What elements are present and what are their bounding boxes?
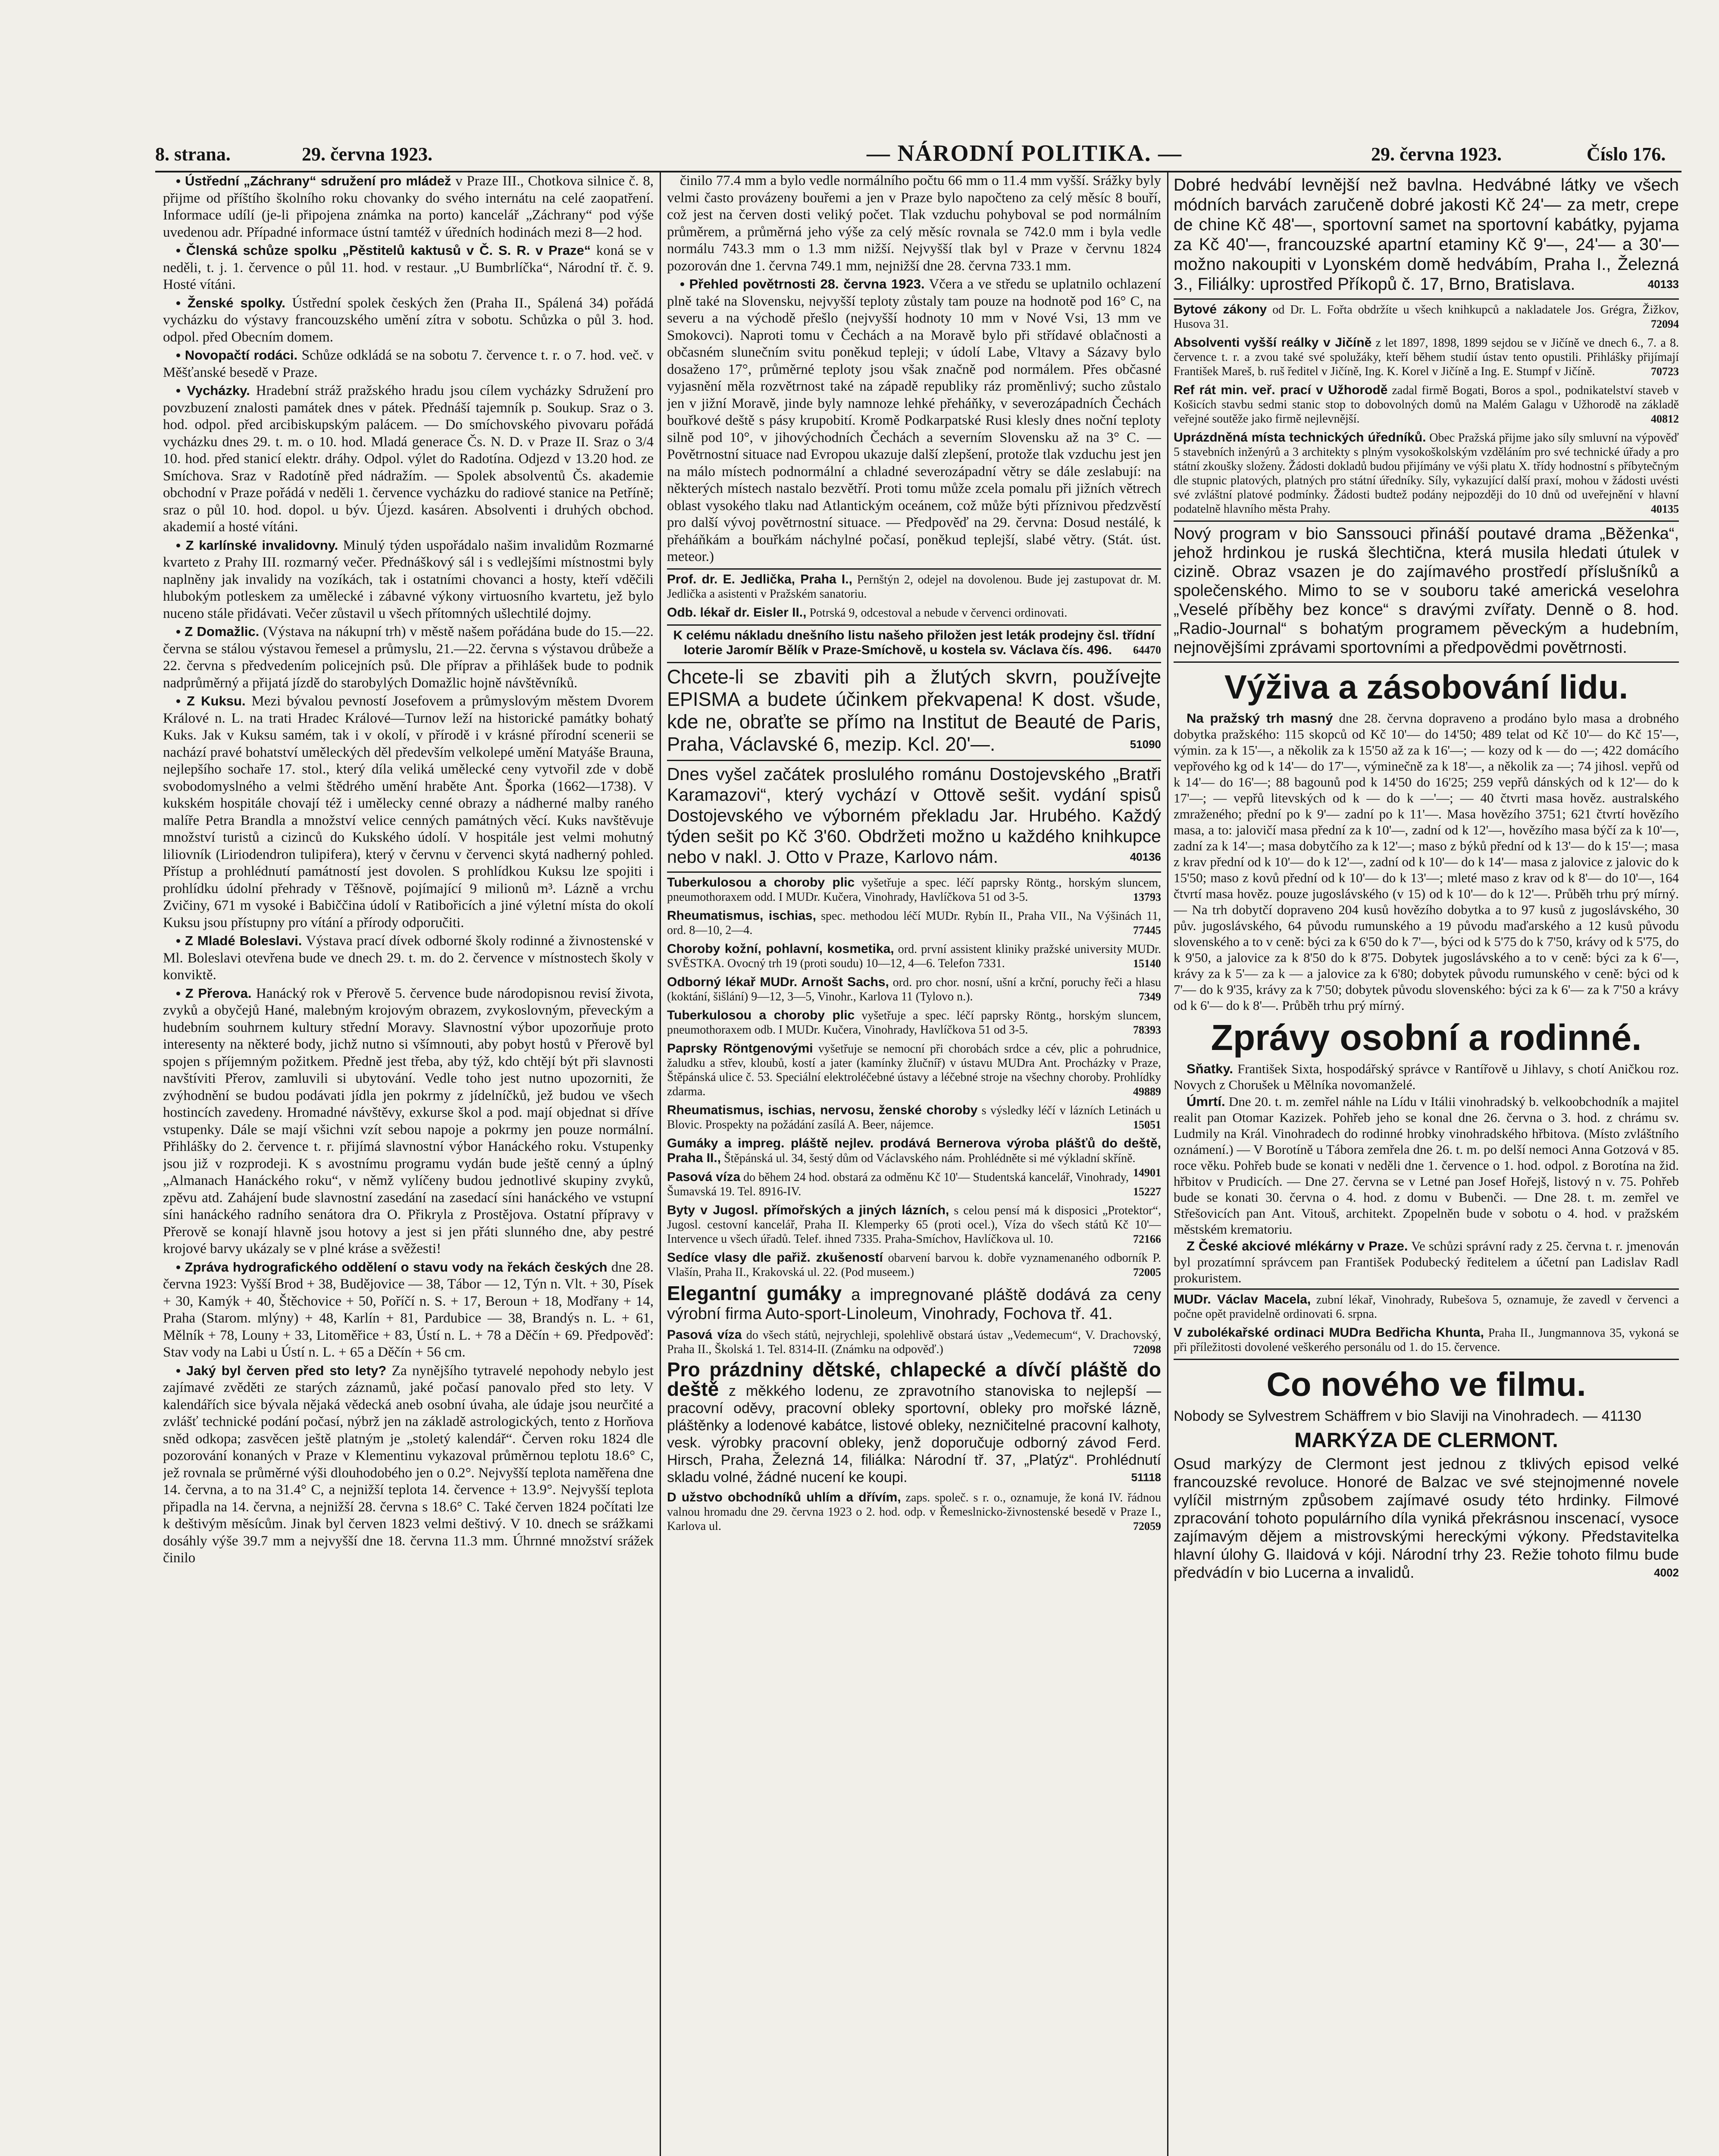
col2-intro: činilo 77.4 mm a bylo vedle normálního počtu 66 mm o 11.4 mm vyšší. Srážky byly velmi často provázeny bouřemi a jen v Praze bylo napočteno za celý měsíc 8 bouří, což jest na červen dosti veliký počet. Tlak vzduchu pohyboval se pod normálním průměrem, a průměrná jeho výše za celý měsíc rovnala se 742.0 mm i byla vedle normálu 743.3 mm o 1.3 mm nižší. Nejvyšší tlak byl v Praze v červnu 1824 pozorován dne 1. června 749.1 mm, nejnižší dne 28. června 733.1 mm.	[667, 173, 1161, 274]
ad: V zubolékařské ordinaci MUDra Bedřicha Khunta, Praha II., Jungmannova 35, vykoná se při příležitosti dovolené veškerého personálu od 1. do 15. července.	[1174, 1326, 1679, 1354]
newspaper-title: — NÁRODNÍ POLITIKA. —	[867, 140, 1183, 166]
header-date-right: 29. června 1923.	[1371, 144, 1502, 165]
ad: Elegantní gumáky a impregnované pláště dodává za ceny výrobní firma Auto-sport-Linoleum, Vinohrady, Fochova tř. 41.	[667, 1282, 1161, 1323]
film-notice: Nobody se Sylvestrem Schäffrem v bio Slaviji na Vinohradech. — 41130	[1174, 1408, 1641, 1424]
section-heading-personal: Zprávy osobní a rodinné.	[1211, 1017, 1642, 1058]
ad: Odb. lékař dr. Eisler II., Potrská 9, odcestoval a nebude v červenci ordinovati.	[667, 605, 1068, 620]
ad: Rheumatismus, ischias, spec. methodou léčí MUDr. Rybín II., Praha VII., Na Výšinách 11, ord. 8—10, 2—4. 77445	[667, 908, 1161, 937]
ad: Pasová víza do během 24 hod. obstará za odměnu Kč 10'— Studentská kancelář, Vinohrady, Šumavská 19. Tel. 8916-IV. 15227	[667, 1169, 1161, 1198]
ad-sanssouci: Nový program v bio Sanssouci přináší poutavé drama „Běženka“, jehož hrdinkou je ruská šlechtična, která musila hledati útulek v cizině. Obraz vsazen je do zajímavého prostředí příslušníků a společenského. Mimo to se v souboru také americká veselohra „Veselé příběhy bez konce“ s dravými zvířaty. Denně o 8. hod. „Radio-Journal“ s bohatým programem pěveckým a hudebním, nejnovějšími zprávami sportovními a předpovědmi povětrnosti.	[1174, 525, 1679, 657]
ad: Rheumatismus, ischias, nervosu, ženské choroby s výsledky léčí v lázních Letinách u Blovic. Prospekty na požádání zasílá A. Beer, nájemce. 15051	[667, 1103, 1161, 1131]
col1-item: • Zpráva hydrografického oddělení o stavu vody na řekách českých dne 28. června 1923: Vyšší Brod + 38, Budějovice — 38, Tábor — 12, Týn n. Vlt. + 30, Písek + 30, Kamýk + 40, Štěchovice + 50, Poříčí n. S. + 17, Beroun + 18, Modřany + 14, Praha (Starom. mlýny) + 48, Karlín + 81, Pardubice — 38, Brandýs n. L. + 61, Mělník + 78, Louny + 33, Litoměřice + 83, Ústí n. L. + 78 a Děčín + 69. Předpověď: Stav vody na Labi u Ústí n. L. + 65 a Děčín + 56 cm.	[163, 1259, 654, 1360]
ad: K celému nákladu dnešního listu našeho přiložen jest leták prodejny čsl. třídní loterie Jaromír Bělík v Praze-Smíchově, u kostela sv. Václava čís. 496. 64470	[673, 628, 1161, 657]
ad: Gumáky a impreg. pláště nejlev. prodává Bernerova výroba plášťů do deště, Praha II., Štěpánská ul. 34, šestý dům od Václavského nám. Prohlédněte si mé výkladní skříně. 14901	[667, 1136, 1161, 1179]
issue-number: Číslo 176.	[1587, 144, 1666, 165]
film-review: Osud markýzy de Clermont jest jednou z tklivých episod velké francouzské revoluce. Honoré de Balzac ve své stejnojmenné novele vylíčil mistrným způsobem zajímavé osudy této hrdinky. Filmové zpracování tohoto populárního díla vyniká překrásnou inscenací, vysoce zajímavým dějem a mistrovskými hereckými výkony. Představitelka hlavní úlohy G. Ilaidová v kóji. Národní trhy 23. Režie tohoto filmu bude předvádín v bio Lucerna a invalidů. 4002	[1174, 1455, 1679, 1581]
ad: Bytové zákony od Dr. L. Fořta obdržíte u všech knihkupců a nakladatele Jos. Grégra, Žižkov, Husova 31. 72094	[1174, 302, 1679, 331]
divider	[667, 760, 1161, 761]
col1-item: • Z Domažlic. (Výstava na nákupní trh) v městě našem pořádána bude do 15.—22. června se stálou výstavou řemesel a průmyslu, 21.—22. června s výstavou drůbeže a 22. června s předvedením policejních psů. Dle příprav a přihlášek bude to podnik nadprůměrný a přijatá jízdě do starobylých Domažlic hojně návštěvníků.	[163, 624, 654, 691]
ad-silk: Dobré hedvábí levnější než bavlna. Hedvábné látky ve všech módních barvách zaručeně dobré jakosti Kč 24'— za metr, crepe de chine Kč 48'—, sportovní samet na sportovní kabátky, pyjama za Kč 40'—, francouzské apartní etaminy Kč 9'—, 24'— a 30'— možno nakoupiti v Lyonském domě hedvábím, Praha I., Železná 3., Filiálky: uprostřed Příkopů č. 17, Brno, Bratislava. 40133	[1174, 175, 1679, 294]
divider	[667, 568, 1161, 570]
ad: Pasová víza do všech států, nejrychleji, spolehlivě obstará ústav „Vedemecum“, V. Drachovský, Praha II., Školská 1. Tel. 8314-II. (Známku na odpověď.) 72098	[667, 1327, 1161, 1356]
ad: Paprsky Röntgenovými vyšetřuje se nemocní při chorobách srdce a cév, plic a pohrudnice, žaludku a střev, kloubů, kostí a jater (kamínky žlučníř) v ústavu MUDra Ant. Procházky v Praze, Štěpánská ulice č. 53. Speciální elektroléčebné ústavy a léčebné stroje na všechny choroby. Prohlídky zdarma. 49889	[667, 1041, 1161, 1098]
divider	[667, 871, 1161, 873]
col1-item: • Z Přerova. Hanácký rok v Přerově 5. července bude národopisnou revisí života, zvyků a obyčejů Hané, malebným krojovým obrazem, zvykoslovným, převeckým a hudebním souhrnem kultury střední Moravy. Slavnostní výbor upozorňuje proto interesenty na některé body, jichž nutno si všímnouti, aby pobyt hostů v Přerově byl spojen s příjemným požitkem. Předně jest třeba, aby týž, kdo chtějí být při slavnosti navštíviti Přerov, zamluvili si ubytování. Vedle toho jest nutno upozorniti, že zvýhodnění se budou podávati jídla jen pokrmy z jídelníčků, jež budou ve všech hostincích zavedeny. Hromadné návštěvy, exkurse škol a pod. mají objednat si dříve vstupenky. Dále se mají všichni vzít sebou napoje a pokrmy jen pouze normální. Přihlášky do 2. července t. r. přijímá slavnostní výbor Hanáckého roku. Vstupenky jsou již v rozprodeji. K s avostnímu programu vydán bude ještě cenný a úplný „Almanach Hanáckého roku“, v němž vylíčeny budou jednotlivé skupiny zvyků, zpěvu atd. Zahájení bude slavnostní zasedání na zasedací síni hanáckého ve vstupní síni hanáckého radního senátora dra O. Přikryla z Prostějova. Ostatní přípravy v Přerově se konají hlavně jsou hotovy a jest si jen přáti slunného dne, aby pestré krojové barvy ukázaly se v plné kráse a svěžesti!	[163, 985, 654, 1257]
divider	[667, 624, 1161, 626]
divider	[1174, 1359, 1679, 1360]
ad: MUDr. Václav Macela, zubní lékař, Vinohrady, Rubešova 5, oznamuje, že zavedl v červenci a počne opět pravidelně ordinovati 6. srpna.	[1174, 1292, 1679, 1321]
personal-item: Sňatky. František Sixta, hospodářský správce v Rantířově u Jihlavy, s chotí Aničkou roz. Novych z Chorušek u Mělníka novomanželé.	[1174, 1061, 1679, 1092]
column-rule-1	[660, 172, 661, 2156]
ad: Prof. dr. E. Jedlička, Praha I., Pernštýn 2, odejel na dovolenou. Bude jej zastupovat dr. M. Jedlička a asistenti v Pražském sanatoriu.	[667, 572, 1161, 601]
column-rule-2	[1167, 172, 1168, 2156]
ad: Sedíce vlasy dle pařiž. zkušeností obarvení barvou k. dobře vyznamenaného odborník P. Vlašín, Praha II., Krakovská ul. 22. (Pod museem.) 72005	[667, 1250, 1161, 1279]
ad: Absolventi vyšší reálky v Jičíně z let 1897, 1898, 1899 sejdou se v Jičíně ve dnech 6., 7. a 8. července t. r. a zvou také své spolužáky, kteří během studií ústav tento opustili. Přihlášky přijímají František Mareš, b. ruš ředitel v Jičíně, Ing. K. Korel v Jičíně a Ing. E. Stumpf v Jičíně. 70723	[1174, 335, 1679, 378]
divider	[1174, 298, 1679, 300]
col1-item: • Ženské spolky. Ústřední spolek českých žen (Praha II., Spálená 34) pořádá vycházku do výstavy francouzského umění zítra v sobotu. Schůzka o půl 3. hod. odpol. před Obecním domem.	[163, 295, 654, 345]
ad: Choroby kožní, pohlavní, kosmetika, ord. první assistent kliniky pražské university MUDr. SVĚSTKA. Ovocný trh 19 (proti soudu) 10—12, 4—6. Telefon 7331. 15140	[667, 941, 1161, 970]
ad: Byty v Jugosl. přímořských a jiných lázních, s celou pensí má k disposici „Protektor“, Jugosl. cestovní kancelář, Praha II. Klemperky 65 (proti ocel.), Víza do všech států Kč 10'— Intervence u všech úřadů. Telef. ihned 7335. Praha-Smíchov, Havlíčkova ul. 10. 72166	[667, 1203, 1161, 1246]
ad-karamazov: Dnes vyšel začátek proslulého románu Dostojevského „Bratři Karamazovi“, který vychází v Ottově sešit. vydání spisů Dostojevského ve výborném překladu Jar. Hrubého. Každý týden sešit po Kč 3'60. Obdržeti možno u každého knihkupce nebo v nakl. J. Otto v Praze, Karlovo nám. 40136	[667, 764, 1161, 867]
col1-item: • Ústřední „Záchrany“ sdružení pro mládež v Praze III., Chotkova silnice č. 8, přijme od příštího školního roku chovanky do svého internátu na celé zaopatření. Informace udílí (je-li připojena známka na porto) kancelář „Záchrany“ pod výše uvedenou adr. Případné informace ústní tamtéž v úředních hodinách mezi 8—2 hod.	[163, 173, 654, 240]
section-heading-food: Výživa a zásobování lidu.	[1224, 668, 1628, 706]
divider	[667, 662, 1161, 663]
ad: Uprázdněná místa technických úředníků. Obec Pražská přijme jako síly smluvní na výpověď 5 stavebních inženýrů a 3 architekty s plným vysokoškolským vzděláním pro své technické úřady a pro státní zkoušky složeny. Žádosti dokladů budou přijímány ve výši platu X. třídy hodnostní s příbytečným dle stupnic platových, platných pro státní úředníky. Síly, vykazující další praxí, mohou v žádosti uvésti své zvláštní platové podmínky. Žádosti budtež podány nejpozději do 10 dnů od uveřejnění v hlavní podatelně hlavního města Prahy. 40135	[1174, 430, 1679, 516]
section-heading-film: Co nového ve filmu.	[1266, 1365, 1586, 1403]
ad: Ref rát min. veř. prací v Užhorodě zadal firmě Bogati, Boros a spol., podnikatelství staveb v Košicích stavbu sedmi stanic stop to dobovolných domů na Malém Galagu v Užhorodě na základě veřejné soutěže jako firmě nejlevnější. 40812	[1174, 383, 1679, 426]
film-title: MARKÝZA DE CLERMONT.	[1294, 1429, 1558, 1452]
personal-item: Z České akciové mlékárny v Praze. Ve schůzi správní rady z 25. června t. r. jmenován byl prozatímní správcem pan František Podubecký ředitelem a účetní pan Ladislav Radl prokuristem.	[1174, 1238, 1679, 1285]
col1-item: • Novopačtí rodáci. Schůze odkládá se na sobotu 7. července t. r. o 7. hod. več. v Měšťanské besedě v Praze.	[163, 348, 654, 380]
ad: Pro prázdniny dětské, chlapecké a dívčí pláště do deště z měkkého lodenu, ze zpravotního stanoviska to nejlepší — pracovní oděvy, pracovní obleky sportovní, obleky pro mořské lázně, pláštěnky a lodenové kabátce, listové obleky, nezničitelné pracovní kalhoty, vesk. výrobky pracovní obleky, jenž doporučuje odborný závod Ferd. Hirsch, Praha, Železná 14, filiálka: Národní tř. 37, „Platýz“. Prohlédnutí skladu volné, žádné nucení ke koupi. 51118	[667, 1358, 1161, 1485]
personal-item: Úmrtí. Dne 20. t. m. zemřel náhle na Lídu v Itálii vinohradský b. velkoobchodník a majitel realit pan Otomar Kazizek. Pohřeb jeho se konal dne 26. června o 3. hod. z chrámu sv. Ludmily na Král. Vinohradech do rodinné hrobky vinohradského hřbitova. (Místo zvláštního oznámení.) — V Borotíně u Tábora zemřela dne 26. t. m. po delší nemoci Anna Gotzová v 85. roce věku. Pohřeb bude se konati v neděli dne 1. července o 1. hod. odpol. z Borotína na žid. hřbitov v Prudicích. — Dne 27. června se v Letné pan Josef Hořejš, listový n v. 75. Pohřeb bude se konati 30. června o 4. hod. z domu v Bubenči. — Dne 28. t. m. zemřel ve Střešovicích pan Ant. Vitouš, architekt. Zpopelněn bude v sobotu o 4. hod. v pražském městském krematoriu.	[1174, 1094, 1679, 1237]
col1-item: • Z Mladé Boleslavi. Výstava prací dívek odborné školy rodinné a živnostenské v Ml. Boleslavi otevřena bude ve dnech 29. t. m. do 2. července v místnostech školy v konviktě.	[163, 933, 654, 983]
col1-item: • Členská schůze spolku „Pěstitelů kaktusů v Č. S. R. v Praze“ koná se v neděli, t. j. 1. července o půl 11. hod. v restaur. „U Bumbrlíčka“, Národní tř. č. 9. Hosté vítáni.	[163, 243, 654, 292]
ad-episma: Chcete-li se zbaviti pih a žlutých skvrn, používejte EPISMA a budete účinkem překvapena! K dost. všude, kde ne, obraťte se přímo na Institut de Beauté de Paris, Praha, Václavské 6, mezip. Kcl. 20'—. 51090	[667, 665, 1161, 755]
ad: Tuberkulosou a choroby plic vyšetřuje a spec. léčí paprsky Röntg., horským sluncem, pneumothoraxem odb. I MUDr. Kučera, Vinohrady, Havlíčkova 51 od 3-5. 78393	[667, 1008, 1161, 1037]
weather-report: • Přehled povětrnosti 28. června 1923. Včera a ve středu se uplatnilo ochlazení plně také na Slovensku, nejvyšší teploty zůstaly tam pouze na hodnotě pod 16° C, na severu a na východě přešlo (nejvyšší hodnoty 10 mm v Nové Vsi, 13 mm ve Smokovci). Naproti tomu v Čechách a na Moravě bylo při střídavé oblačnosti a občasném slunečním svitu poněkud tepleji; v údolí Labe, Vltavy a Sázavy bylo dosaženo 17°, průměrné teploty jsou však značně pod normálem. Přes občasné vyjasnění měla rozvětrnost také na západě republiky ráz proměnlivý; sucho zůstalo jen v jižní Moravě, jinde byly namnoze lehké přeháňky, v severozápadních Čechách bouřkové deště s pásy krupobití. Kromě Podkarpatské Rusi klesly dnes noční teploty silně pod 10°, v jihovýchodních Čechách a severním Slovensku až na 3° C. — Povětrnostní situace nad Evropou ukazuje další zlepšení, protože tlak vzduchu jest jen na málo místech podnormální a chladné severozápadní větry se dále zeslabují: na některých místech nastalo bezvětří. Proti tomu může zcela pomalu při jižních větrech oblast vysokého tlaku nad Atlantickým oceánem, což může býti příznivou předzvěstí pro další vývoj povětrnostní situace. — Předpověď na 29. června: Dosud nestálé, k přeháňkám a bouřkám náchylné počasí, poněkud teplejší, slabé větry. (Stát. úst. meteor.)	[667, 276, 1161, 564]
col1-item: • Z karlínské invalidovny. Minulý týden uspořádalo našim invalidům Rozmarné kvarteto z Prahy III. rozmarný večer. Přednáškový sál i s vedlejšími místnostmi byly naplněny jak invalidy na vozíkách, tak i ostatními chovanci a hosty, kteří vděčili hlubokým potleskem za umělecké i zábavné výkony virtuosního kvartetu, jež bylo nuceno stále přidávati. Večer zůstavil u všech přítomných ušlechtilé dojmy.	[163, 537, 654, 621]
market-report: Na pražský trh masný dne 28. června dopraveno a prodáno bylo masa a drobného dobytka pražského: 115 skopců od Kč 10'— do 14'50; 489 telat od Kč 10'— do Kč 15'—, výmin. za k 15'—, a několik za k 15'50 až za k 16'—; — kozy od k — do —; 422 domácího vepřového kg od k 14'— do 17'—, výminečně za k 18'—, a několik za —; 74 jihosl. vepřů od k 14'— do 16'—; 88 bagounů pod k 14'50 do 16'25; 259 vepřů dánských od k 12'— do k 17'—; — vepřů litevských od k — do k —'—; — 40 čtvrti masa hověz. australského zmraženého; přední po k 9'— zadní po k 11'—. Masa hovězího 3751; 621 čtvrtí hovězího masa, a to: jalovičí masa přední za k 10'—, zadní od k 12'—, hovězího masa býčí za k 10'—, zadní za k 14'—; masa dobytčího za k 12'—; maso z býků přední od k 13'— do k 15'—; masa z krav přední od k 10'— do k 12'—, zadní od k 10'— do k 14'— masa z jalovice z jalovic do k 15'50; maso z kovů přední od k 10'— do k 13'—; mleté maso z krav od k 8'— do 10'—, 164 čtvrtí masa hověz. pouze jugoslávského (v 15) od k 10'— do k 12'—. Průběh trhu prý mírný. — Na trh dobytčí dopraveno 204 kusů hovězího dobytka a to 97 kusů z jugoslávského, 30 pův. jugoslávského, 64 původu rumunského a 19 původu maďarského a 12 kusů původu slovenského a to v ceně: býci za k 6'50 do k 7'—, býci od k 5'75 do k 7'50, krávy od k 5'75, do k 9'50, a jalovice za k 8'50 do k 8'75. Dobytek jugoslávského a to v ceně: býci za k 6'—, krávy za k 5'— za k — a jalovice za k 6'80; dobytek původu rumunského v ceně: býci od k 7'— do k 9'35, krávy za k 7'50; dobytek původu slovenského: býci za k 6'— za k 7'50 a krávy od k 6'— do k 8'—. Průběh trhu prý mírný.	[1174, 711, 1679, 1013]
divider	[1174, 661, 1679, 663]
column-3	[1174, 172, 1679, 2156]
ad: Tuberkulosou a choroby plic vyšetřuje a spec. léčí paprsky Röntg., horským sluncem, pneumothoraxem odd. I MUDr. Kučera, Vinohrady, Havlíčkova 51 od 3-5. 13793	[667, 875, 1161, 904]
col1-item: • Vycházky. Hradební stráž pražského hradu jsou cílem vycházky Sdružení pro povzbuzení znalosti památek dnes v pátek. Přednáší tajemník p. Soukup. Sraz o 3. hod. odpol. před arcibiskupským palácem. — Do smíchovského pivovaru pořádá vycházku dnes 29. t. m. o 10. hod. Mladá generace Čs. N. D. v Praze II. Sraz o 3/4 10. hod. před stanicí elektr. dráhy. Odpol. výlet do Radotína. Odjezd v 13.20 hod. ze Smíchova. Sraz v Radotíně před nádražím. — Spolek absolventů Čs. akademie obchodní v Praze pořádá v neděli 1. července vycházku do radiové stanice na Petříně; sraz o půl 10. hod. dopol. u býv. Újezd. kasáren. Absolventi i druhých obchod. akademií a hosté vítáni.	[163, 383, 654, 535]
column-1	[163, 172, 654, 2156]
col1-item: • Z Kuksu. Mezi bývalou pevností Josefovem a průmyslovým městem Dvorem Králové n. L. na trati Hradec Králové—Turnov leží na historické památky bohatý Kuks. Jak v Kuksu samém, tak i v okolí, v přírodě i v krásné přírodní scenerii se nachází pravé bohatství uměleckých děl především velkolepé umění Matyáše Brauna, nejlepšího sochaře 17. stol., který díla veliká umělecké ceny vytvořil zde v době svobodomyslného a velmi štědrého umění hraběte Ant. Šporka (1662—1738). V kukském hospitále chovají též i umělecky cenné obrazy a nádherné malby raného malíře Petra Brandla a množství velice cenných památných věcí. Kuks navštěvuje množství turistů a cizinců do Kukského údolí. V hospitále jest velmi mohutný liliovník (Liriodendron tulipifera), který v červnu v červenci skytá nadherný pohled. Přístup a prohlédnutí památností jest dovolen. S prohlídkou Kuksu lze spojiti i prohlídku údolní přehrady v Těšnově, pojímající 9 milionů m³. Lázně a vrchu Zvičiny, 671 m vysoké i Babiččina údolí v Ratibořicích a jiné výletní místa do okolí Kuksu jsou přístupny pro vítání a přírody odporučiti.	[163, 693, 654, 931]
page-number: 8. strana.	[155, 144, 231, 165]
divider	[1174, 1288, 1679, 1290]
header-date-left: 29. června 1923.	[302, 144, 433, 165]
col1-item: • Jaký byl červen před sto lety? Za nynějšího tytravelé nepohody nebylo jest zajímavé zvěděti ze starých záznamů, jaké počasí panovalo před sto lety. V kalendářích sice bývala nějaká vědecká aneb osobní úvaha, ale údaje jsou neurčité a zvlášť technické podání počasí, nýbrž jen na základě astrologických, tento z Horňova sněd odkopa; zasvěcen ještě platným je „stoletý kalendář“. Červen roku 1824 dle pozorování konaných v Praze v Klementinu vykazoval průměrnou teplotu 18.6° C, jež rovnala se průměrné výši dlouhodobého jen o 0.2°. Nejvyšší teplota naměřena dne 14. června, a to na 31.4° C, a nejnižší teplota 14. července + 13.9°. Nejvyšší teplota připadla na 14. června, a nejnižší 28. června s 18.6° C. Také červen 1824 počítati lze k deštivým měsícům. Jinak byl červen 1823 velmi deštivý. V 10. dnech se srážkami dosáhly výše 39.7 mm a nejvyšší dne 18. června 11.3 mm. Úhrnné množství srážek činilo	[163, 1363, 654, 1566]
divider	[1174, 520, 1679, 522]
ad: D užstvo obchodníků uhlím a dřívím, zaps. společ. s r. o., oznamuje, že koná IV. řádnou valnou hromadu dne 29. června 1923 o 2. hod. odp. v Řemeslnicko-živnostenské besedě v Praze I., Karlova ul. 72059	[667, 1490, 1161, 1533]
column-2	[667, 172, 1161, 2156]
ad: Odborný lékař MUDr. Arnošt Sachs, ord. pro chor. nosní, ušní a krční, poruchy řeči a hlasu (koktání, šišlání) 9—12, 3—5, Vinohr., Karlova 11 (Tylovo n.). 7349	[667, 975, 1161, 1003]
page-header	[155, 137, 1681, 172]
